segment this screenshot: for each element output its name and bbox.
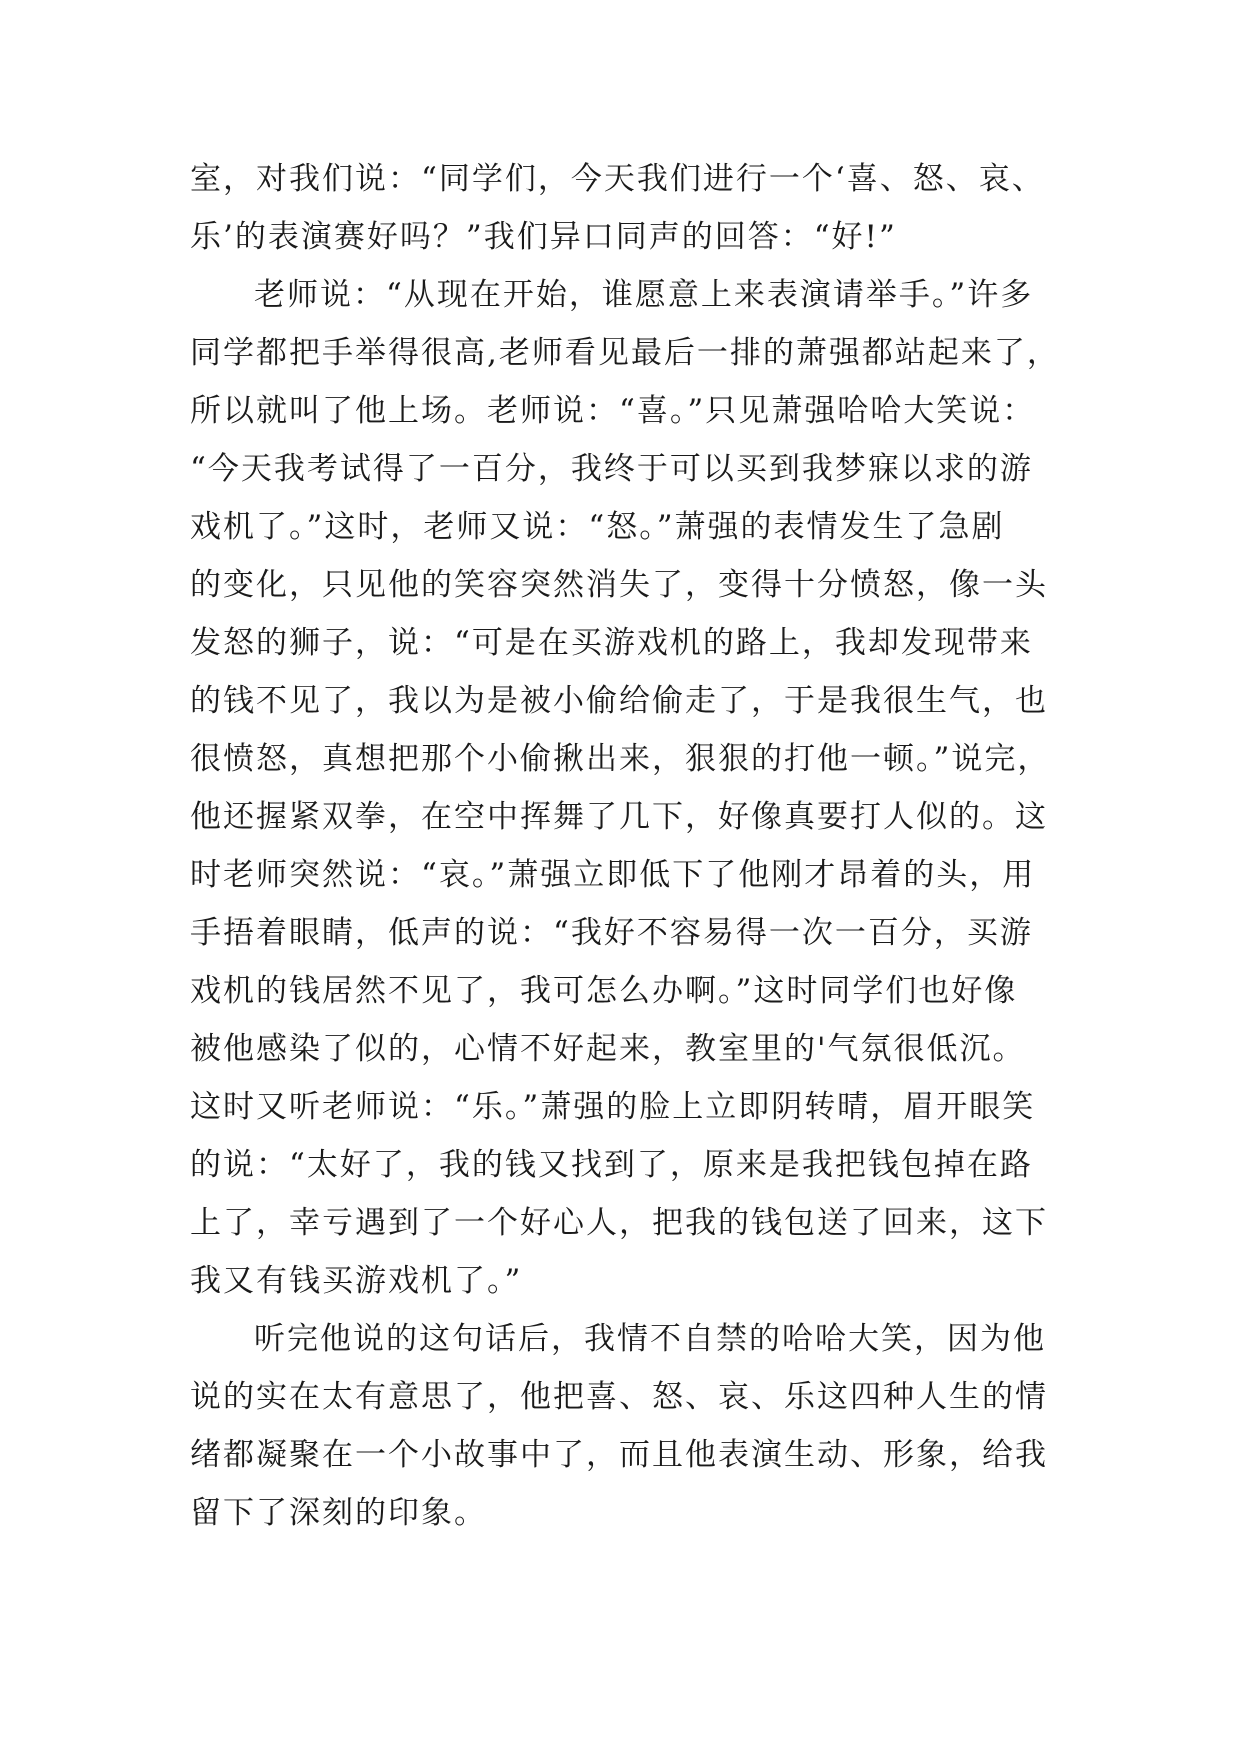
- text-line: 发怒的狮子，说：“可是在买游戏机的路上，我却发现带来: [190, 625, 1033, 661]
- text-line: 留下了深刻的印象。: [190, 1495, 487, 1531]
- text-line: 时老师突然说：“哀。”萧强立即低下了他刚才昂着的头，用: [190, 857, 1036, 893]
- text-line: 他还握紧双拳，在空中挥舞了几下，好像真要打人似的。这: [190, 799, 1048, 835]
- text-line: 很愤怒，真想把那个小偷揪出来，狠狠的打他一顿。”说完，: [190, 741, 1051, 777]
- text-line: 老师说：“从现在开始，谁愿意上来表演请举手。”许多: [254, 277, 1034, 313]
- text-line: 听完他说的这句话后，我情不自禁的哈哈大笑，因为他: [254, 1321, 1046, 1357]
- text-line: 戏机的钱居然不见了，我可怎么办啊。”这时同学们也好像: [190, 973, 1018, 1009]
- text-line: 的说：“太好了，我的钱又找到了，原来是我把钱包掉在路: [190, 1147, 1033, 1183]
- text-line: 被他感染了似的，心情不好起来，教室里的'气氛很低沉。: [190, 1031, 1026, 1067]
- text-line: 乐’的表演赛好吗？”我们异口同声的回答：“好!”: [190, 219, 897, 255]
- text-line: 绪都凝聚在一个小故事中了，而且他表演生动、形象，给我: [190, 1437, 1048, 1473]
- text-line: 室，对我们说：“同学们，今天我们进行一个‘喜、怒、哀、: [190, 161, 1045, 197]
- body-text: [190, 150, 1090, 1542]
- text-line: 我又有钱买游戏机了。”: [190, 1263, 523, 1299]
- text-line: 上了，幸亏遇到了一个好心人，把我的钱包送了回来，这下: [190, 1205, 1048, 1241]
- text-line: 这时又听老师说：“乐。”萧强的脸上立即阴转晴，眉开眼笑: [190, 1089, 1036, 1125]
- text-line: 的变化，只见他的笑容突然消失了，变得十分愤怒，像一头: [190, 567, 1048, 603]
- text-line: 所以就叫了他上场。老师说：“喜。”只见萧强哈哈大笑说：: [190, 393, 1036, 429]
- text-line: 手捂着眼睛，低声的说：“我好不容易得一次一百分，买游: [190, 915, 1033, 951]
- text-line: “今天我考试得了一百分，我终于可以买到我梦寐以求的游: [190, 451, 1033, 487]
- text-line: 同学都把手举得很高,老师看见最后一排的萧强都站起来了，: [190, 335, 1060, 371]
- text-line: 说的实在太有意思了，他把喜、怒、哀、乐这四种人生的情: [190, 1379, 1048, 1415]
- text-line: 的钱不见了，我以为是被小偷给偷走了，于是我很生气，也: [190, 683, 1048, 719]
- text-line: 戏机了。”这时，老师又说：“怒。”萧强的表情发生了急剧: [190, 509, 1005, 545]
